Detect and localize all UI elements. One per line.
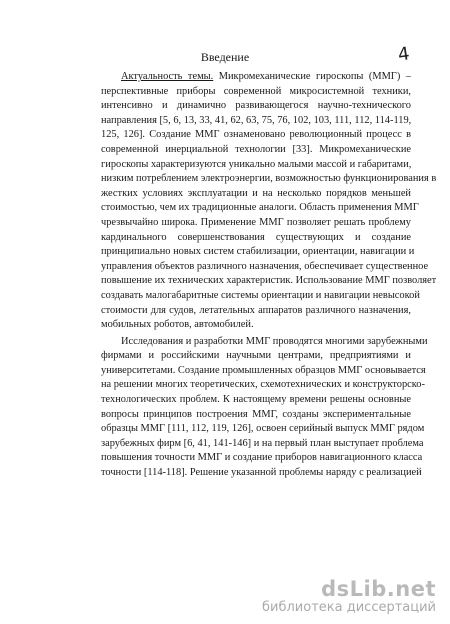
text-line: стоимости для судов, летательных аппаратов различного назначения, <box>101 304 411 316</box>
text-line: на решении многих теоретических, схемотехнических и конструкторско- <box>101 379 425 391</box>
text-line: повышение их технических характеристик. Использование ММГ позволяет <box>101 275 437 287</box>
text-line: зарубежных фирм [6, 41, 141-146] и на первый план выступает проблема <box>101 437 424 449</box>
text-line: мобильных роботов, автомобилей. <box>101 319 254 331</box>
text-line: 125, 126]. Создание ММГ ознаменовано революционный процесс в <box>101 129 411 141</box>
text-line: перспективные приборы современной микросистемной техники, <box>101 85 411 97</box>
section-title: Введение <box>200 50 250 64</box>
text-line: современной инерциальной технологии [33]. Микромеханические <box>101 143 411 155</box>
text-line: стоимостью, чем их традиционные аналоги. Область применения ММГ <box>101 202 419 214</box>
text-line: фирмами и российскими научными центрами, предприятиями и <box>101 350 411 362</box>
watermark-subtitle: библиотека диссертаций <box>262 600 436 615</box>
text-line: гироскопы характеризуются уникально малыми массой и габаритами, <box>101 158 412 170</box>
text-line: управления объектов различного назначения, обеспечивает существенное <box>101 260 429 272</box>
text-line: Исследования и разработки ММГ проводятся многими зарубежными <box>121 335 428 347</box>
text-line: принципиально новых систем стабилизации, ориентации, навигации и <box>101 246 415 258</box>
text-line: повышения точности ММГ и создание приборов навигационного класса <box>101 452 423 464</box>
text-line: создавать малогабаритные системы ориентации и навигации невысокой <box>101 289 420 301</box>
text-line: Актуальность темы. Микромеханические гироскопы (ММГ) – <box>121 71 411 82</box>
text-line: интенсивно и динамично развивающегося научно-технического <box>101 100 411 112</box>
text-line: чрезвычайно широка. Применение ММГ позволяет решать проблему <box>101 216 411 228</box>
text-line: кардинального совершенствования существующих и создание <box>101 231 411 243</box>
watermark-logo-text: dsLib.net <box>321 577 436 601</box>
watermark <box>262 578 436 616</box>
text-line: образцы ММГ [111, 112, 119, 126], освоен серийный выпуск ММГ рядом <box>101 423 425 435</box>
handwritten-page-number: 4 <box>396 43 411 66</box>
document-body <box>101 70 437 481</box>
text-line: технологических проблем. К настоящему времени решены основные <box>101 394 411 406</box>
text-line: точности [114-118]. Решение указанной проблемы наряду с реализацией <box>101 467 422 479</box>
text-line: университетами. Создание промышленных образцов ММГ основывается <box>101 364 426 376</box>
text-line: направления [5, 6, 13, 33, 41, 62, 63, 75, 76, 102, 103, 111, 112, 114-119, <box>101 114 412 126</box>
text-line: низким потреблением электроэнергии, возможностью функционирования в <box>101 173 437 185</box>
watermark-logo <box>262 578 436 600</box>
text-line: вопросы принципов построения ММГ, созданы экспериментальные <box>101 408 411 420</box>
text-line: жестких условиях эксплуатации и на несколько порядков меньшей <box>101 187 411 199</box>
topic-relevance-heading: Актуальность темы. <box>121 71 214 82</box>
